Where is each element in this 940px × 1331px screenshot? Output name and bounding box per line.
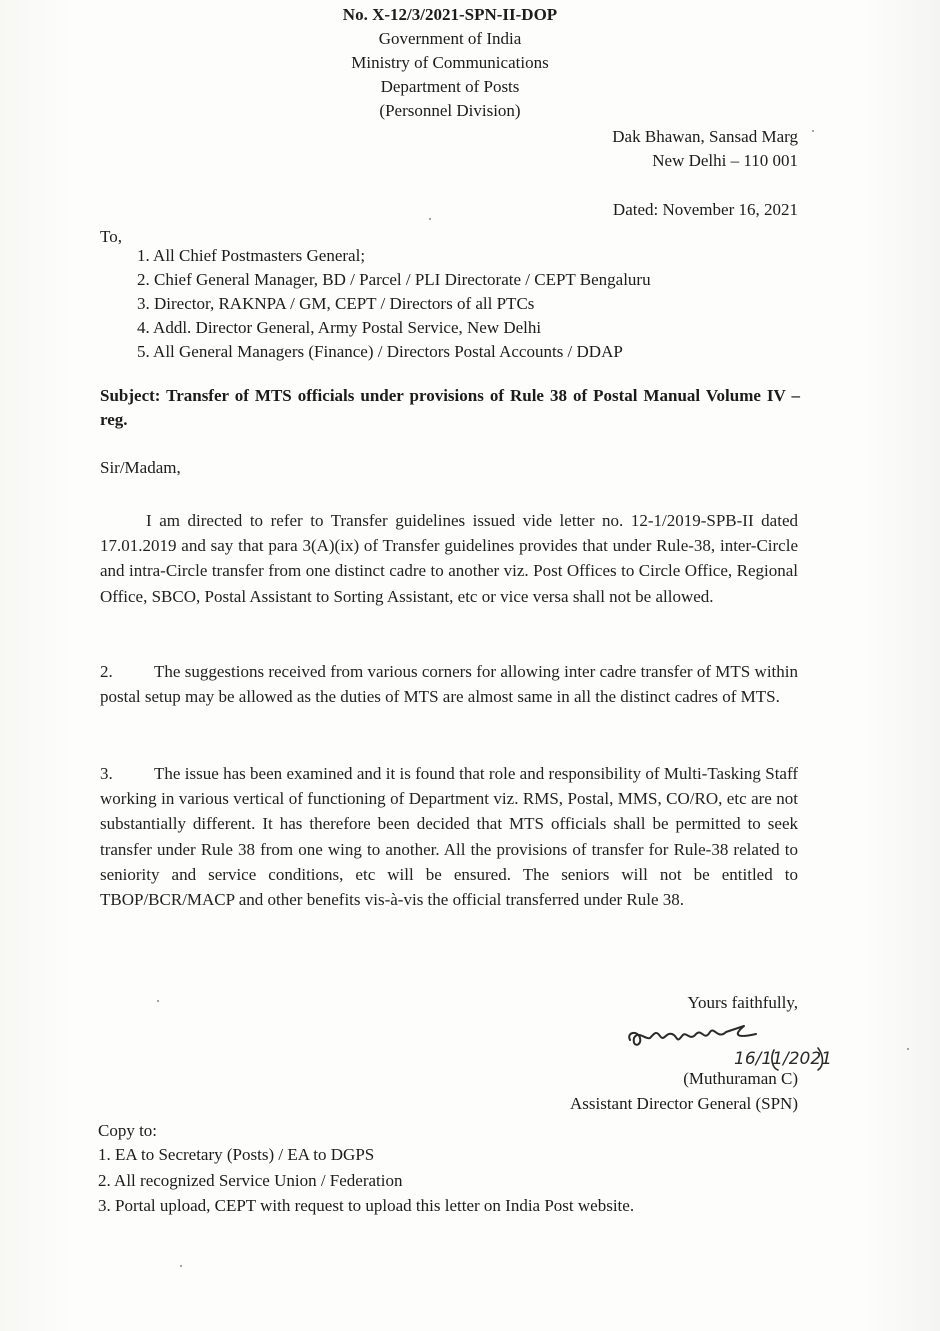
paragraph-1-text: I am directed to refer to Transfer guidelines issued vide letter no. 12-1/2019-SPB-II dated 17.01.2019 and say that para 3(A)(ix) of Transfer guidelines provides that under Rule-38, inter-Circle and intra-Circle transfer from one distinct cadre to another viz. Post Offices to Circle Office, Regional Office, SBCO, Postal Assistant to Sorting Assistant, etc or vice versa shall not be allowed. <box>100 511 798 606</box>
header-ministry: Ministry of Communications <box>351 53 549 72</box>
copy-to-list <box>98 1142 634 1219</box>
header-department: Department of Posts <box>380 77 520 96</box>
recipient-item: 3. Director, RAKNPA / GM, CEPT / Directors of all PTCs <box>137 294 535 313</box>
recipient-item: 1. All Chief Postmasters General; <box>137 246 366 265</box>
scan-speck <box>429 218 431 220</box>
paragraph-2 <box>100 659 798 709</box>
scan-speck <box>180 1265 182 1267</box>
signatory-title: Assistant Director General (SPN) <box>569 1094 798 1113</box>
scan-speck <box>907 1048 909 1050</box>
salutation: Sir/Madam, <box>100 458 181 477</box>
paragraph-3-text: The issue has been examined and it is found that role and responsibility of Multi-Tasking Staff working in various vertical of functioning of Department viz. RMS, Postal, MMS, CO/RO, etc are not substantially different. It has therefore been decided that MTS officials shall be permitted to seek transfer under Rule 38 from one wing to another. All the provisions of transfer for Rule-38 related to seniority and service conditions, etc will be ensured. The seniors will not be entitled to TBOP/BCR/MACP and other benefits vis-à-vis the official transferred under Rule 38. <box>100 764 798 910</box>
address-line-2: New Delhi – 110 001 <box>652 151 798 170</box>
file-number: No. X-12/3/2021-SPN-II-DOP <box>342 5 558 24</box>
copy-to-label: Copy to: <box>98 1121 158 1140</box>
copy-to-item: 2. All recognized Service Union / Federation <box>98 1170 403 1190</box>
office-address <box>612 125 798 173</box>
recipient-list <box>137 244 651 364</box>
letter-date: Dated: November 16, 2021 <box>612 200 798 219</box>
closing: Yours faithfully, <box>687 993 798 1012</box>
header-government: Government of India <box>378 29 522 48</box>
scan-speck <box>812 130 814 132</box>
paragraph-3-number: 3. <box>100 764 113 783</box>
paragraph-2-number: 2. <box>100 662 113 681</box>
recipient-item: 5. All General Managers (Finance) / Directors Postal Accounts / DDAP <box>137 342 623 361</box>
header-division: (Personnel Division) <box>379 101 521 120</box>
subject-line: Subject: Transfer of MTS officials under provisions of Rule 38 of Postal Manual Volume IV – reg. <box>100 386 800 429</box>
address-line-1: Dak Bhawan, Sansad Marg <box>612 127 798 146</box>
paragraph-2-text: The suggestions received from various corners for allowing inter cadre transfer of MTS within postal setup may be allowed as the duties of MTS are almost same in all the distinct cadres of MTS. <box>100 662 798 707</box>
copy-to-item: 1. EA to Secretary (Posts) / EA to DGPS <box>98 1145 375 1164</box>
scan-speck <box>157 1000 159 1002</box>
recipient-item: 2. Chief General Manager, BD / Parcel / PLI Directorate / CEPT Bengaluru <box>137 270 651 289</box>
paragraph-1 <box>100 508 798 609</box>
copy-to-item: 3. Portal upload, CEPT with request to upload this letter on India Post website. <box>98 1196 635 1215</box>
paragraph-3 <box>100 761 798 912</box>
handwritten-signature <box>622 1018 842 1074</box>
signatory-name: (Muthuraman C) <box>683 1069 798 1088</box>
recipient-item: 4. Addl. Director General, Army Postal Service, New Delhi <box>137 318 542 337</box>
to-label: To, <box>100 227 122 246</box>
signature-date: 16/11/2021 <box>734 1049 832 1069</box>
